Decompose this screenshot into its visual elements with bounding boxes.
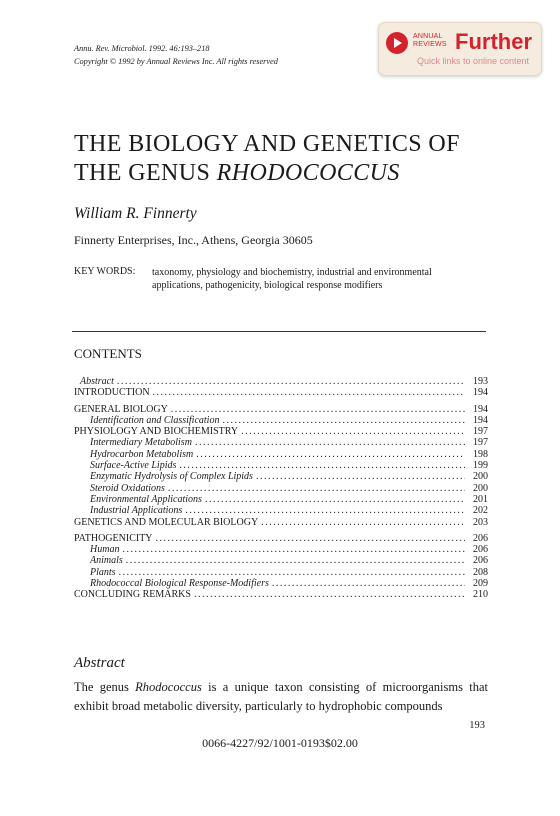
author-name: William R. Finnerty	[74, 205, 197, 222]
toc-entry[interactable]: Intermediary Metabolism ..... 197	[74, 437, 488, 448]
contents-heading: CONTENTS	[74, 346, 142, 361]
toc-entry[interactable]: GENETICS AND MOLECULAR BIOLOGY ..... 203	[74, 517, 488, 528]
journal-citation	[74, 42, 278, 68]
keywords-label: KEY WORDS:	[74, 266, 136, 277]
article-title	[74, 130, 460, 188]
author-affiliation: Finnerty Enterprises, Inc., Athens, Georgia 30605	[74, 233, 313, 247]
citation-line-2: Copyright © 1992 by Annual Reviews Inc. All rights reserved	[74, 57, 278, 66]
title-line-2: THE GENUS RHODOCOCCUS	[74, 160, 400, 186]
divider-rule	[72, 331, 486, 332]
toc-entry[interactable]: Plants ..... 208	[74, 567, 488, 578]
toc-entry[interactable]: Abstract ..... 193	[74, 376, 488, 387]
title-genus: RHODOCOCCUS	[216, 160, 400, 186]
further-badge[interactable]	[378, 22, 542, 76]
table-of-contents	[74, 376, 488, 601]
abstract-genus: Rhodococcus	[135, 680, 202, 694]
toc-entry[interactable]: Animals ..... 206	[74, 555, 488, 566]
abstract-text: The genus Rhodococcus is a unique taxon consisting of microorganisms that exhibit broad metabolic diversity, particularly to hydrophobic compounds	[74, 680, 488, 713]
annual-reviews-brand: ANNUAL REVIEWS	[413, 33, 447, 48]
further-tagline: Quick links to online content	[417, 56, 530, 66]
toc-entry[interactable]: PHYSIOLOGY AND BIOCHEMISTRY ..... 197	[74, 426, 488, 437]
toc-entry[interactable]: Human ..... 206	[74, 544, 488, 555]
toc-entry[interactable]: Steroid Oxidations ..... 200	[74, 483, 488, 494]
toc-entry[interactable]: Surface-Active Lipids ..... 199	[74, 460, 488, 471]
toc-entry[interactable]: Identification and Classification ..... 194	[74, 415, 488, 426]
toc-entry[interactable]: Industrial Applications ..... 202	[74, 505, 488, 516]
abstract-heading: Abstract	[74, 655, 125, 671]
toc-entry[interactable]: Rhodococcal Biological Response-Modifiers ..... 209	[74, 578, 488, 589]
further-word: Further	[455, 29, 532, 54]
keywords-text: taxonomy, physiology and biochemistry, industrial and environmental applications, pathogenicity, biological response modifiers	[152, 267, 432, 291]
toc-entry[interactable]: INTRODUCTION ..... 194	[74, 387, 488, 398]
title-line-1: THE BIOLOGY AND GENETICS OF	[74, 131, 460, 157]
toc-entry[interactable]: Environmental Applications ..... 201	[74, 494, 488, 505]
page-number: 193	[469, 720, 485, 731]
toc-entry[interactable]: PATHOGENICITY ..... 206	[74, 533, 488, 544]
toc-entry[interactable]: CONCLUDING REMARKS ..... 210	[74, 589, 488, 600]
toc-entry[interactable]: GENERAL BIOLOGY ..... 194	[74, 404, 488, 415]
citation-line-1: Annu. Rev. Microbiol. 1992. 46:193–218	[74, 44, 210, 53]
play-icon	[386, 32, 408, 54]
issn-line: 0066-4227/92/1001-0193$02.00	[202, 736, 358, 750]
toc-entry[interactable]: Hydrocarbon Metabolism ..... 198	[74, 449, 488, 460]
toc-entry[interactable]: Enzymatic Hydrolysis of Complex Lipids ..... 200	[74, 471, 488, 482]
